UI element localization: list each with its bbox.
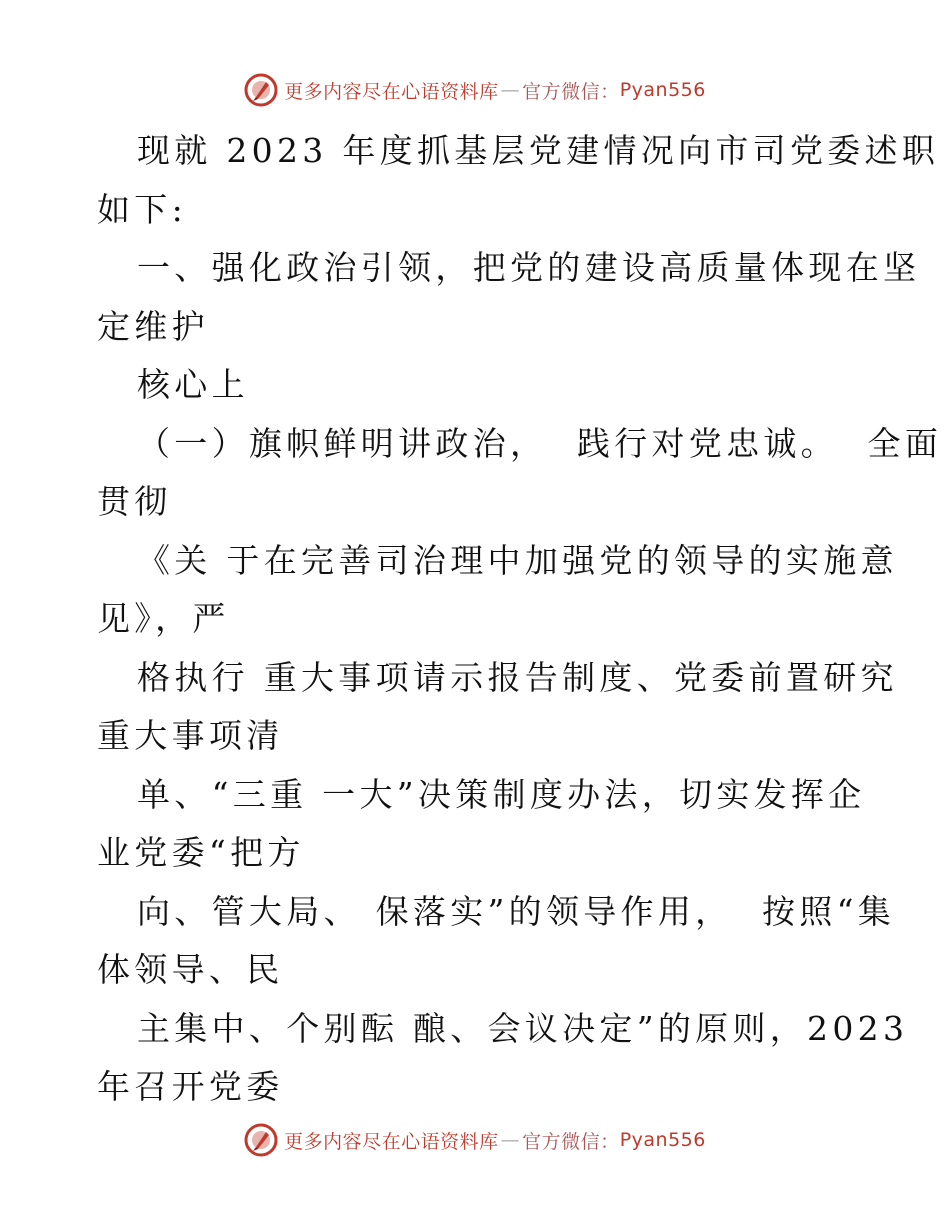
watermark-main-text: 更多内容尽在心语资料库	[284, 1130, 499, 1153]
watermark-wechat-label: 官方微信：	[522, 80, 620, 103]
text-line: 单、“三重 一大”决策制度办法，切实发挥企	[137, 774, 866, 814]
text-line: 现就 2023 年度抓基层党建情况向市司党委述职	[137, 131, 940, 170]
text-line: 格执行 重大事项请示报告制度、党委前置研究	[137, 657, 898, 697]
text-line: 如下:	[97, 189, 188, 229]
watermark-wechat-id: Pyan556	[619, 1129, 706, 1151]
watermark-separator: —	[500, 79, 521, 101]
text-line: 主集中、个别酝 酿、会议决定”的原则，2023	[137, 1008, 909, 1048]
section-heading-line: 定维护	[97, 306, 209, 346]
text-line: 向、管大局、 保落实”的领导作用， 按照“集	[137, 891, 896, 931]
document-body	[97, 122, 943, 1117]
text-line: 业党委“把方	[97, 833, 305, 872]
text-line: 见》，严	[97, 599, 230, 638]
text-line: 重大事项清	[97, 716, 284, 755]
footer-watermark	[0, 1120, 950, 1160]
subsection-heading-line: （一）旗帜鲜明讲政治， 践行对党忠诚。 全面	[137, 423, 943, 463]
text-line: 《关 于在完善司治理中加强党的领导的实施意	[137, 540, 898, 580]
section-heading-line: 核心上	[137, 365, 249, 404]
text-line: 体领导、民	[97, 950, 284, 989]
watermark-main-text: 更多内容尽在心语资料库	[284, 80, 499, 103]
watermark-wechat-label: 官方微信：	[522, 1130, 620, 1153]
text-line: 年召开党委	[97, 1067, 284, 1106]
watermark-wechat-id: Pyan556	[619, 79, 706, 101]
pen-nib-logo-icon	[244, 1123, 278, 1157]
section-heading-line: 一、强化政治引领，把党的建设高质量体现在坚	[137, 248, 921, 287]
watermark-separator: —	[500, 1129, 521, 1151]
header-watermark	[0, 70, 950, 110]
text-line: 贯彻	[97, 482, 172, 521]
pen-nib-logo-icon	[244, 73, 278, 107]
